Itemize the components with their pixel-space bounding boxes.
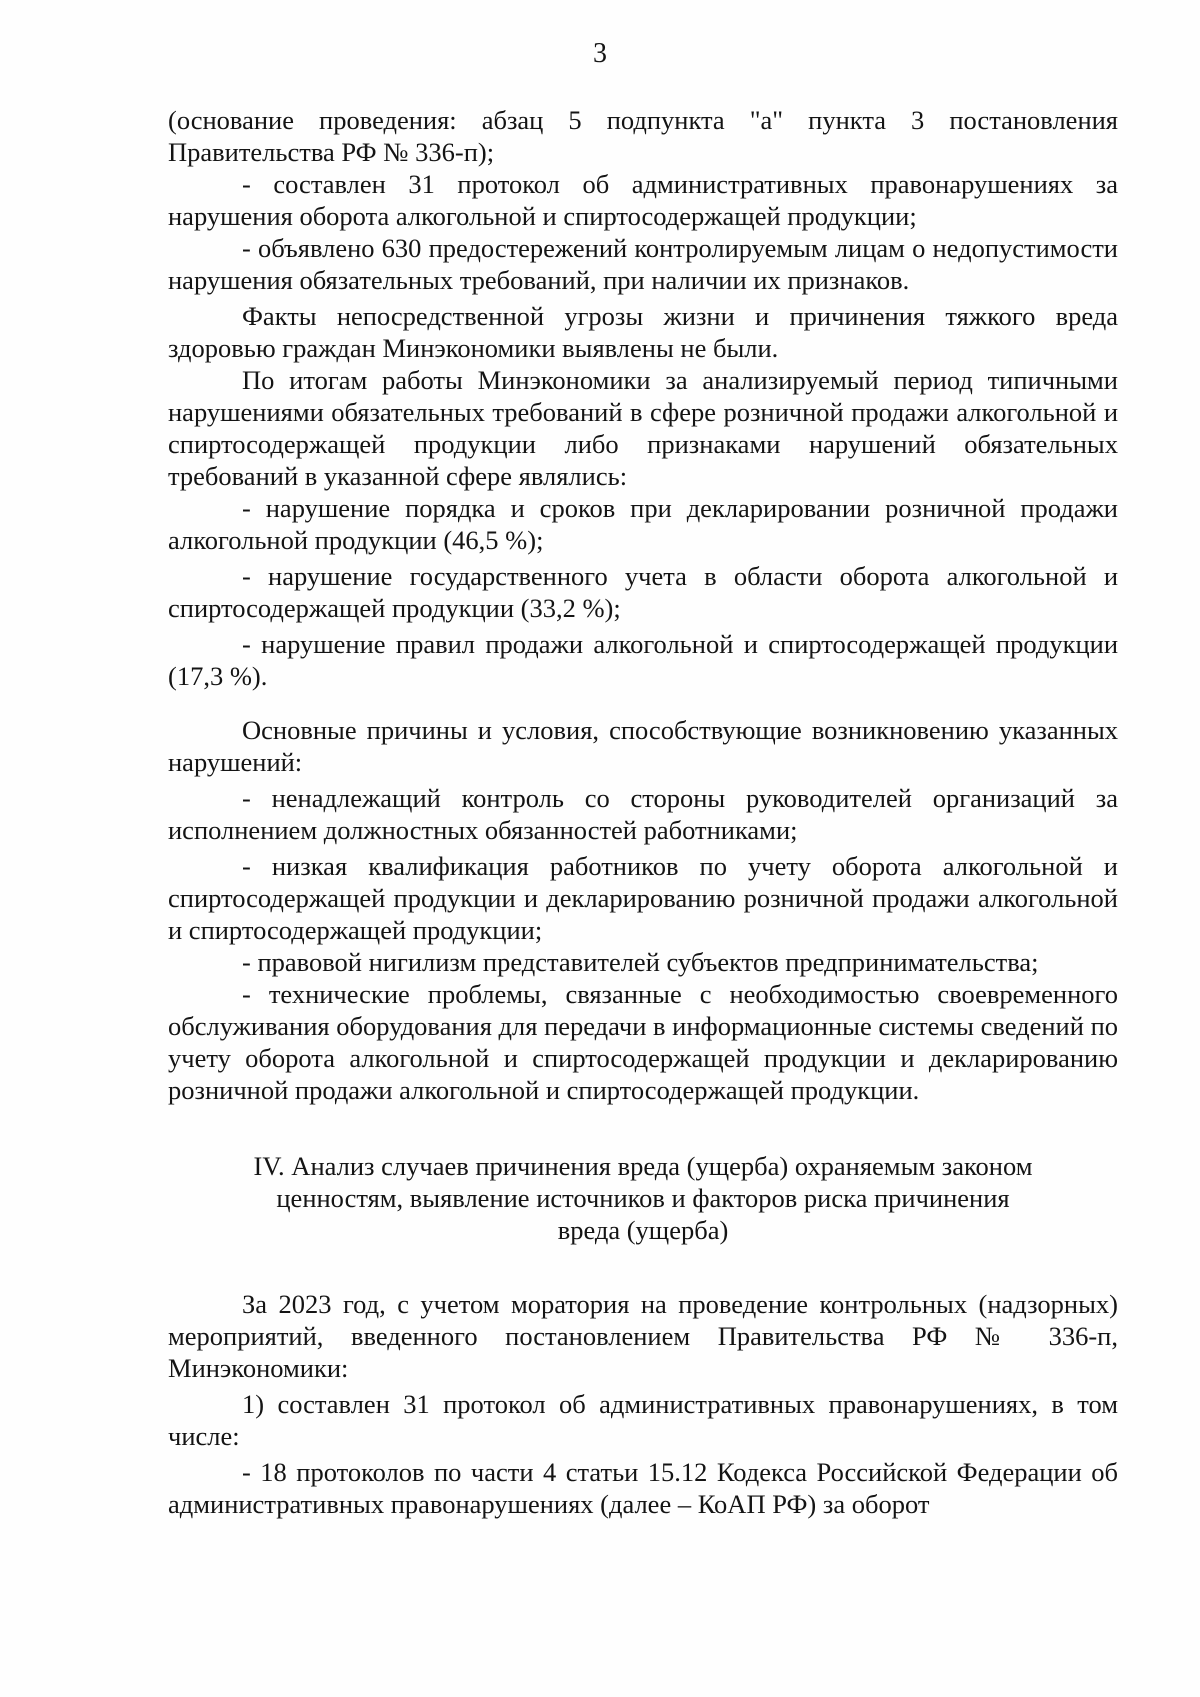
paragraph-basis: (основание проведения: абзац 5 подпункта "а" пункта 3 постановления Правительства РФ № 336-п); [168,105,1118,167]
section-heading-line-2: ценностям, выявление источников и факторов риска причинения [276,1183,1010,1213]
paragraph-year-summary: За 2023 год, с учетом моратория на проведение контрольных (надзорных) мероприятий, введенного постановлением Правительства РФ № 336-п, Минэкономики: [168,1289,1118,1383]
list-item-accounting-violation: - нарушение государственного учета в области оборота алкогольной и спиртосодержащей продукции (33,2 %); [168,561,1118,623]
list-item-cause-technical: - технические проблемы, связанные с необходимостью своевременного обслуживания оборудования для передачи в информационные системы сведений по учету оборота алкогольной и спиртосодержащей продукции и декларированию розничной продажи алкогольной и спиртосодержащей продукции. [168,979,1118,1105]
section-heading-line-1: IV. Анализ случаев причинения вреда (ущерба) охраняемым законом [253,1151,1033,1181]
document-body [168,104,1118,1520]
section-heading [168,1150,1118,1246]
paragraph-typical-violations: По итогам работы Минэкономики за анализируемый период типичными нарушениями обязательных требований в сфере розничной продажи алкогольной и спиртосодержащей продукции либо признаками нарушений обязательных требований в указанной сфере являлись: [168,365,1118,491]
section-heading-line-3: вреда (ущерба) [557,1215,729,1245]
paragraph-causes-intro: Основные причины и условия, способствующие возникновению указанных нарушений: [168,715,1118,777]
list-item-protocols-total: 1) составлен 31 протокол об административных правонарушениях, в том числе: [168,1389,1118,1451]
list-item-warnings: - объявлено 630 предостережений контролируемым лицам о недопустимости нарушения обязательных требований, при наличии их признаков. [168,233,1118,295]
list-item-cause-qualification: - низкая квалификация работников по учету оборота алкогольной и спиртосодержащей продукции и декларированию розничной продажи алкогольной и спиртосодержащей продукции; [168,851,1118,945]
list-item-declaration-violation: - нарушение порядка и сроков при декларировании розничной продажи алкогольной продукции (46,5 %); [168,493,1118,555]
list-item-sales-rules-violation: - нарушение правил продажи алкогольной и спиртосодержащей продукции (17,3 %). [168,629,1118,691]
list-item-cause-control: - ненадлежащий контроль со стороны руководителей организаций за исполнением должностных обязанностей работниками; [168,783,1118,845]
list-item-protocols-koap: - 18 протоколов по части 4 статьи 15.12 Кодекса Российской Федерации об административных правонарушениях (далее – КоАП РФ) за оборот [168,1457,1118,1519]
list-item-cause-nihilism: - правовой нигилизм представителей субъектов предпринимательства; [242,947,1039,977]
page-number: 3 [593,38,607,69]
paragraph-threat-facts: Факты непосредственной угрозы жизни и причинения тяжкого вреда здоровью граждан Минэкономики выявлены не были. [168,301,1118,363]
list-item-protocols: - составлен 31 протокол об административных правонарушениях за нарушения оборота алкогольной и спиртосодержащей продукции; [168,169,1118,231]
